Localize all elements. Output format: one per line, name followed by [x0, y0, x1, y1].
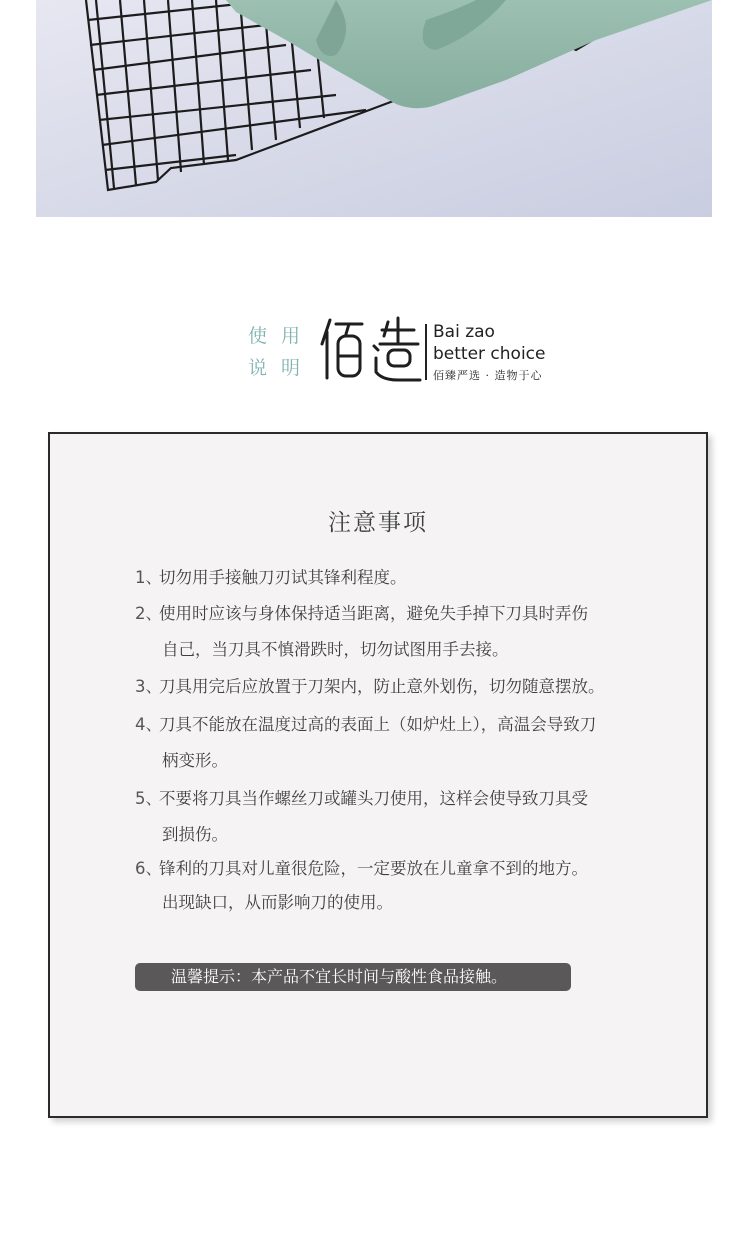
- notice-card: [48, 432, 708, 1118]
- notice-item-2: [135, 600, 588, 624]
- brand-logo: [318, 314, 422, 384]
- notice-number: 1、: [135, 568, 162, 587]
- notice-text: 不要将刀具当作螺丝刀或罐头刀使用，这样会使导致刀具受: [159, 789, 588, 808]
- notice-text: 锋利的刀具对儿童很危险，一定要放在儿童拿不到的地方。: [159, 859, 588, 878]
- notice-item-5-cont: 到损伤。: [162, 825, 228, 844]
- notice-item-1: [135, 564, 407, 588]
- notice-item-5: [135, 785, 588, 809]
- notice-item-4: [135, 711, 596, 735]
- card-title: 注意事项: [328, 510, 428, 536]
- notice-number: 6、: [135, 859, 162, 878]
- notice-text: 刀具不能放在温度过高的表面上（如炉灶上），高温会导致刀: [159, 715, 597, 734]
- brand-tagline: better choice: [433, 344, 546, 364]
- usage-line-2: 说明: [248, 357, 315, 379]
- notice-number: 5、: [135, 789, 162, 808]
- notice-number: 4、: [135, 715, 162, 734]
- notice-item-4-cont: 柄变形。: [162, 751, 228, 770]
- notice-text: 切勿用手接触刀刃试其锋利程度。: [159, 568, 407, 587]
- warm-tip-banner: 温馨提示：本产品不宜长时间与酸性食品接触。: [135, 963, 571, 991]
- notice-item-6-cont: 出现缺口，从而影响刀的使用。: [162, 893, 393, 912]
- usage-instructions-label: [248, 320, 314, 384]
- notice-item-2-cont: 自己，当刀具不慎滑跌时，切勿试图用手去接。: [162, 640, 509, 659]
- notice-number: 3、: [135, 677, 162, 696]
- notice-number: 2、: [135, 604, 162, 623]
- brand-divider: [425, 324, 427, 380]
- notice-text: 刀具用完后应放置于刀架内，防止意外划伤，切勿随意摆放。: [159, 677, 605, 696]
- notice-text: 使用时应该与身体保持适当距离，避免失手掉下刀具时弄伤: [159, 604, 588, 623]
- brand-header: [0, 300, 750, 410]
- notice-item-6: [135, 855, 588, 879]
- product-photo: [36, 0, 712, 217]
- brand-slogan: 佰臻严选 · 造物于心: [433, 369, 543, 382]
- cutting-board-illustration: [36, 0, 712, 217]
- brand-name: Bai zao: [433, 322, 495, 342]
- notice-item-3: [135, 673, 605, 697]
- usage-line-1: 使用: [248, 325, 315, 347]
